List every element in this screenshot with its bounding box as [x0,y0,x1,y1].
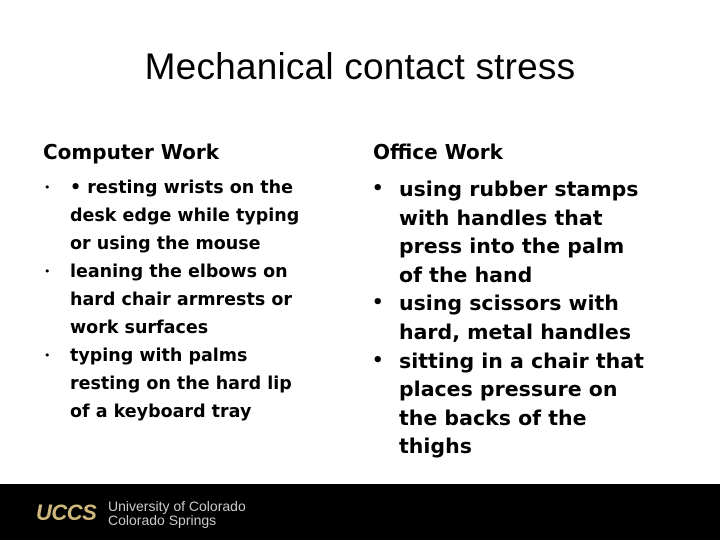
item-line: • resting wrists on the [70,178,293,198]
list-item [372,347,712,461]
item-line: places pressure on [399,377,618,402]
bullet-icon: • [44,349,51,362]
list-item [44,342,354,426]
list-item [44,174,354,258]
item-line: work surfaces [70,318,209,338]
item-line: of the hand [399,262,533,287]
slide-title: Mechanical contact stress [144,46,576,87]
item-line: typing with palms [70,346,248,366]
item-line: press into the palm [399,234,625,259]
item-line: leaning the elbows on [70,262,288,282]
item-line: using rubber stamps [399,177,639,201]
item-line: using scissors with [399,291,619,316]
list-item [372,289,712,346]
item-line: the backs of the [399,405,587,430]
office-work-heading: Office Work [373,140,503,164]
logo-line-university: University of Colorado [108,498,246,514]
uccs-logo-mark: UCCS [36,500,97,525]
item-line: desk edge while typing [70,206,300,226]
computer-work-list [44,174,354,426]
uccs-logo-text [108,499,246,527]
item-line: hard chair armrests or [70,290,292,310]
bullet-icon: • [372,349,384,371]
list-item [44,258,354,342]
item-line: or using the mouse [70,234,261,254]
bullet-icon: • [372,292,384,314]
item-line: thighs [399,434,472,459]
item-line: sitting in a chair that [399,348,644,373]
footer-bar [0,484,720,540]
item-line: of a keyboard tray [70,402,252,422]
bullet-icon: • [372,178,384,199]
computer-work-heading: Computer Work [43,140,220,164]
item-line: with handles that [399,205,603,230]
item-line: hard, metal handles [399,319,632,344]
list-item [372,175,712,289]
bullet-icon: • [44,265,51,278]
item-line: resting on the hard lip [70,374,292,394]
office-work-list [372,175,712,461]
logo-line-campus: Colorado Springs [108,512,217,528]
bullet-icon: • [44,181,51,194]
